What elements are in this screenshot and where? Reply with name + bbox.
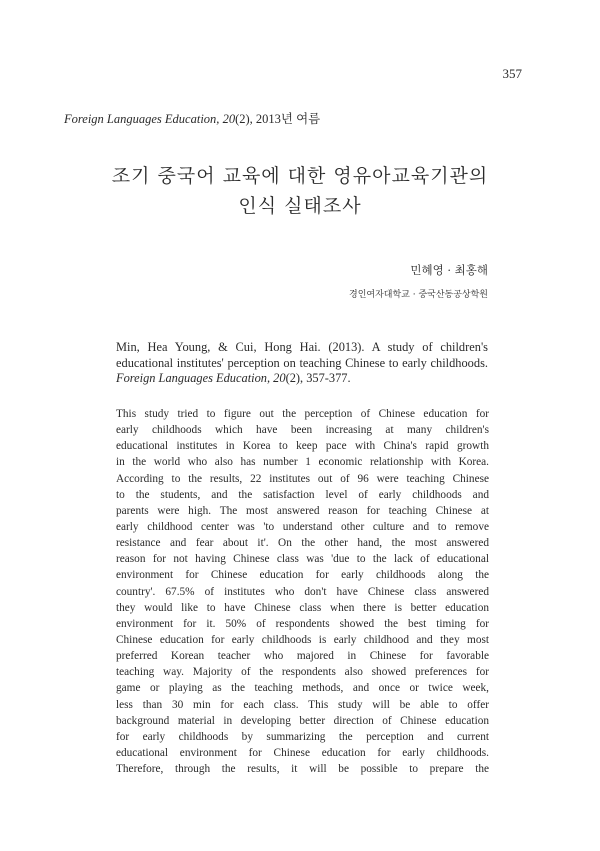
abstract-line: game or playing as the teaching methods, and once or twice week,: [116, 682, 489, 695]
journal-header: [64, 109, 320, 127]
citation: [116, 340, 488, 387]
journal-year-season: , 2013년 여름: [249, 112, 321, 126]
abstract-line: According to the results, 22 institutes out of 96 were teaching Chinese: [116, 472, 489, 485]
abstract-line: in the world who also has number 1 economic relationship with Korea.: [116, 456, 489, 469]
article-title: [0, 161, 600, 221]
abstract-line: early childhoods which have been increasing at many children's: [116, 424, 489, 437]
journal-name: Foreign Languages Education,: [64, 112, 220, 126]
abstract-line: environment for Chinese education for early childhoods along the: [116, 569, 489, 582]
abstract-line: Chinese education for early childhoods is early childhood and they most: [116, 633, 489, 646]
abstract-line: country'. 67.5% of institutes who don't have Chinese class answered: [116, 585, 489, 598]
abstract-line: environment for it. 50% of respondents showed the best timing for: [116, 617, 489, 630]
title-line-2: 인식 실태조사: [238, 195, 362, 217]
citation-journal: Foreign Languages Education, 20: [116, 371, 286, 385]
abstract-line: resistance and fear about it'. On the other hand, the most answered: [116, 537, 489, 550]
abstract-line: This study tried to figure out the perception of Chinese education for: [116, 408, 489, 420]
abstract-line: Therefore, through the results, it will be possible to prepare the: [116, 763, 489, 776]
citation-suffix: (2), 357-377.: [285, 371, 351, 385]
abstract-line: educational environment for Chinese education for early childhoods.: [116, 746, 489, 759]
journal-issue: (2): [235, 112, 250, 126]
abstract-line: teaching way. Majority of the respondents also showed preferences for: [116, 666, 489, 679]
authors: 민혜영 · 최홍해: [410, 263, 488, 277]
abstract-line: educational institutes in Korea to keep pace with China's rapid growth: [116, 440, 489, 453]
abstract-line: they would like to have Chinese class when there is better education: [116, 601, 489, 614]
abstract-line: early childhood center was 'to understand other culture and to remove: [116, 520, 489, 533]
abstract: [116, 406, 489, 777]
affiliations: 경인여자대학교 · 중국산동공상학원: [349, 290, 488, 300]
page-number: 357: [502, 66, 522, 81]
abstract-line: to the students, and the satisfaction level of early childhoods and: [116, 488, 489, 501]
title-line-1: 조기 중국어 교육에 대한 영유아교육기관의: [111, 165, 489, 187]
abstract-line: parents were high. The most answered reason for teaching Chinese at: [116, 504, 489, 517]
abstract-line: background material in developing better direction of Chinese education: [116, 714, 489, 727]
citation-prefix: Min, Hea Young, & Cui, Hong Hai. (2013). A study of children's educational institutes' perception on teaching Chinese to early childhoods.: [116, 340, 488, 370]
journal-volume: 20: [222, 112, 236, 126]
abstract-line: reason for not having Chinese class was 'due to the lack of educational: [116, 553, 489, 566]
abstract-line: less than 30 min for each class. This study will be able to offer: [116, 698, 489, 711]
abstract-line: preferred Korean teacher who majored in Chinese for favorable: [116, 650, 489, 663]
abstract-line: for early childhoods by summarizing the perception and current: [116, 730, 489, 743]
